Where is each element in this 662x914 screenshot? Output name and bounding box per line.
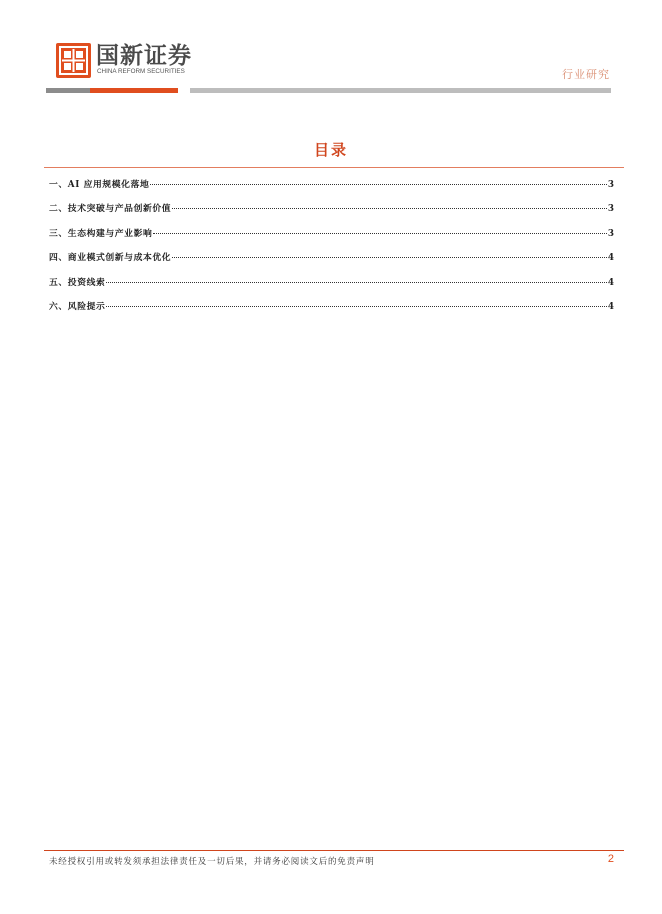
toc-entry-page: 3 <box>607 228 614 239</box>
header-bar-accent <box>90 88 178 93</box>
toc-entry-label: 一、AI 应用规模化落地 <box>49 180 150 190</box>
header-bar-light <box>190 88 611 93</box>
toc-entry-label: 二、技术突破与产品创新价值 <box>49 204 172 215</box>
header-bar-gray <box>46 88 90 93</box>
toc-entry-page: 3 <box>607 180 614 190</box>
toc-leader-dots <box>150 184 606 185</box>
footer-divider <box>44 850 624 851</box>
toc-divider <box>44 167 624 168</box>
toc-entry[interactable] <box>49 275 614 299</box>
toc-list <box>49 177 614 323</box>
toc-entry-label: 五、投资线索 <box>49 277 106 288</box>
toc-entry-page: 4 <box>607 277 614 288</box>
toc-entry-page: 3 <box>607 204 614 215</box>
toc-entry-label: 六、风险提示 <box>49 301 106 312</box>
toc-entry[interactable] <box>49 299 614 323</box>
report-category: 行业研究 <box>562 68 610 81</box>
toc-leader-dots <box>106 282 606 283</box>
toc-leader-dots <box>172 208 607 209</box>
toc-entry-page: 4 <box>607 253 614 264</box>
toc-leader-dots <box>106 306 606 307</box>
toc-entry-label: 三、生态构建与产业影响 <box>49 228 153 239</box>
toc-entry[interactable] <box>49 250 614 274</box>
toc-entry[interactable] <box>49 226 614 250</box>
toc-leader-dots <box>172 257 607 258</box>
toc-entry-label: 四、商业模式创新与成本优化 <box>49 253 172 264</box>
logo-mark-icon <box>56 43 91 78</box>
toc-leader-dots <box>153 233 607 234</box>
toc-entry[interactable] <box>49 177 614 201</box>
footer-disclaimer: 未经授权引用或转发须承担法律责任及一切后果，并请务必阅读文后的免责声明 <box>49 857 375 867</box>
page-number: 2 <box>607 853 614 865</box>
logo-chinese-name: 国新证券 <box>96 43 192 69</box>
toc-title: 目录 <box>313 141 348 159</box>
toc-entry[interactable] <box>49 201 614 225</box>
logo-english-name: CHINA REFORM SECURITIES <box>97 68 185 75</box>
toc-entry-page: 4 <box>607 301 614 312</box>
